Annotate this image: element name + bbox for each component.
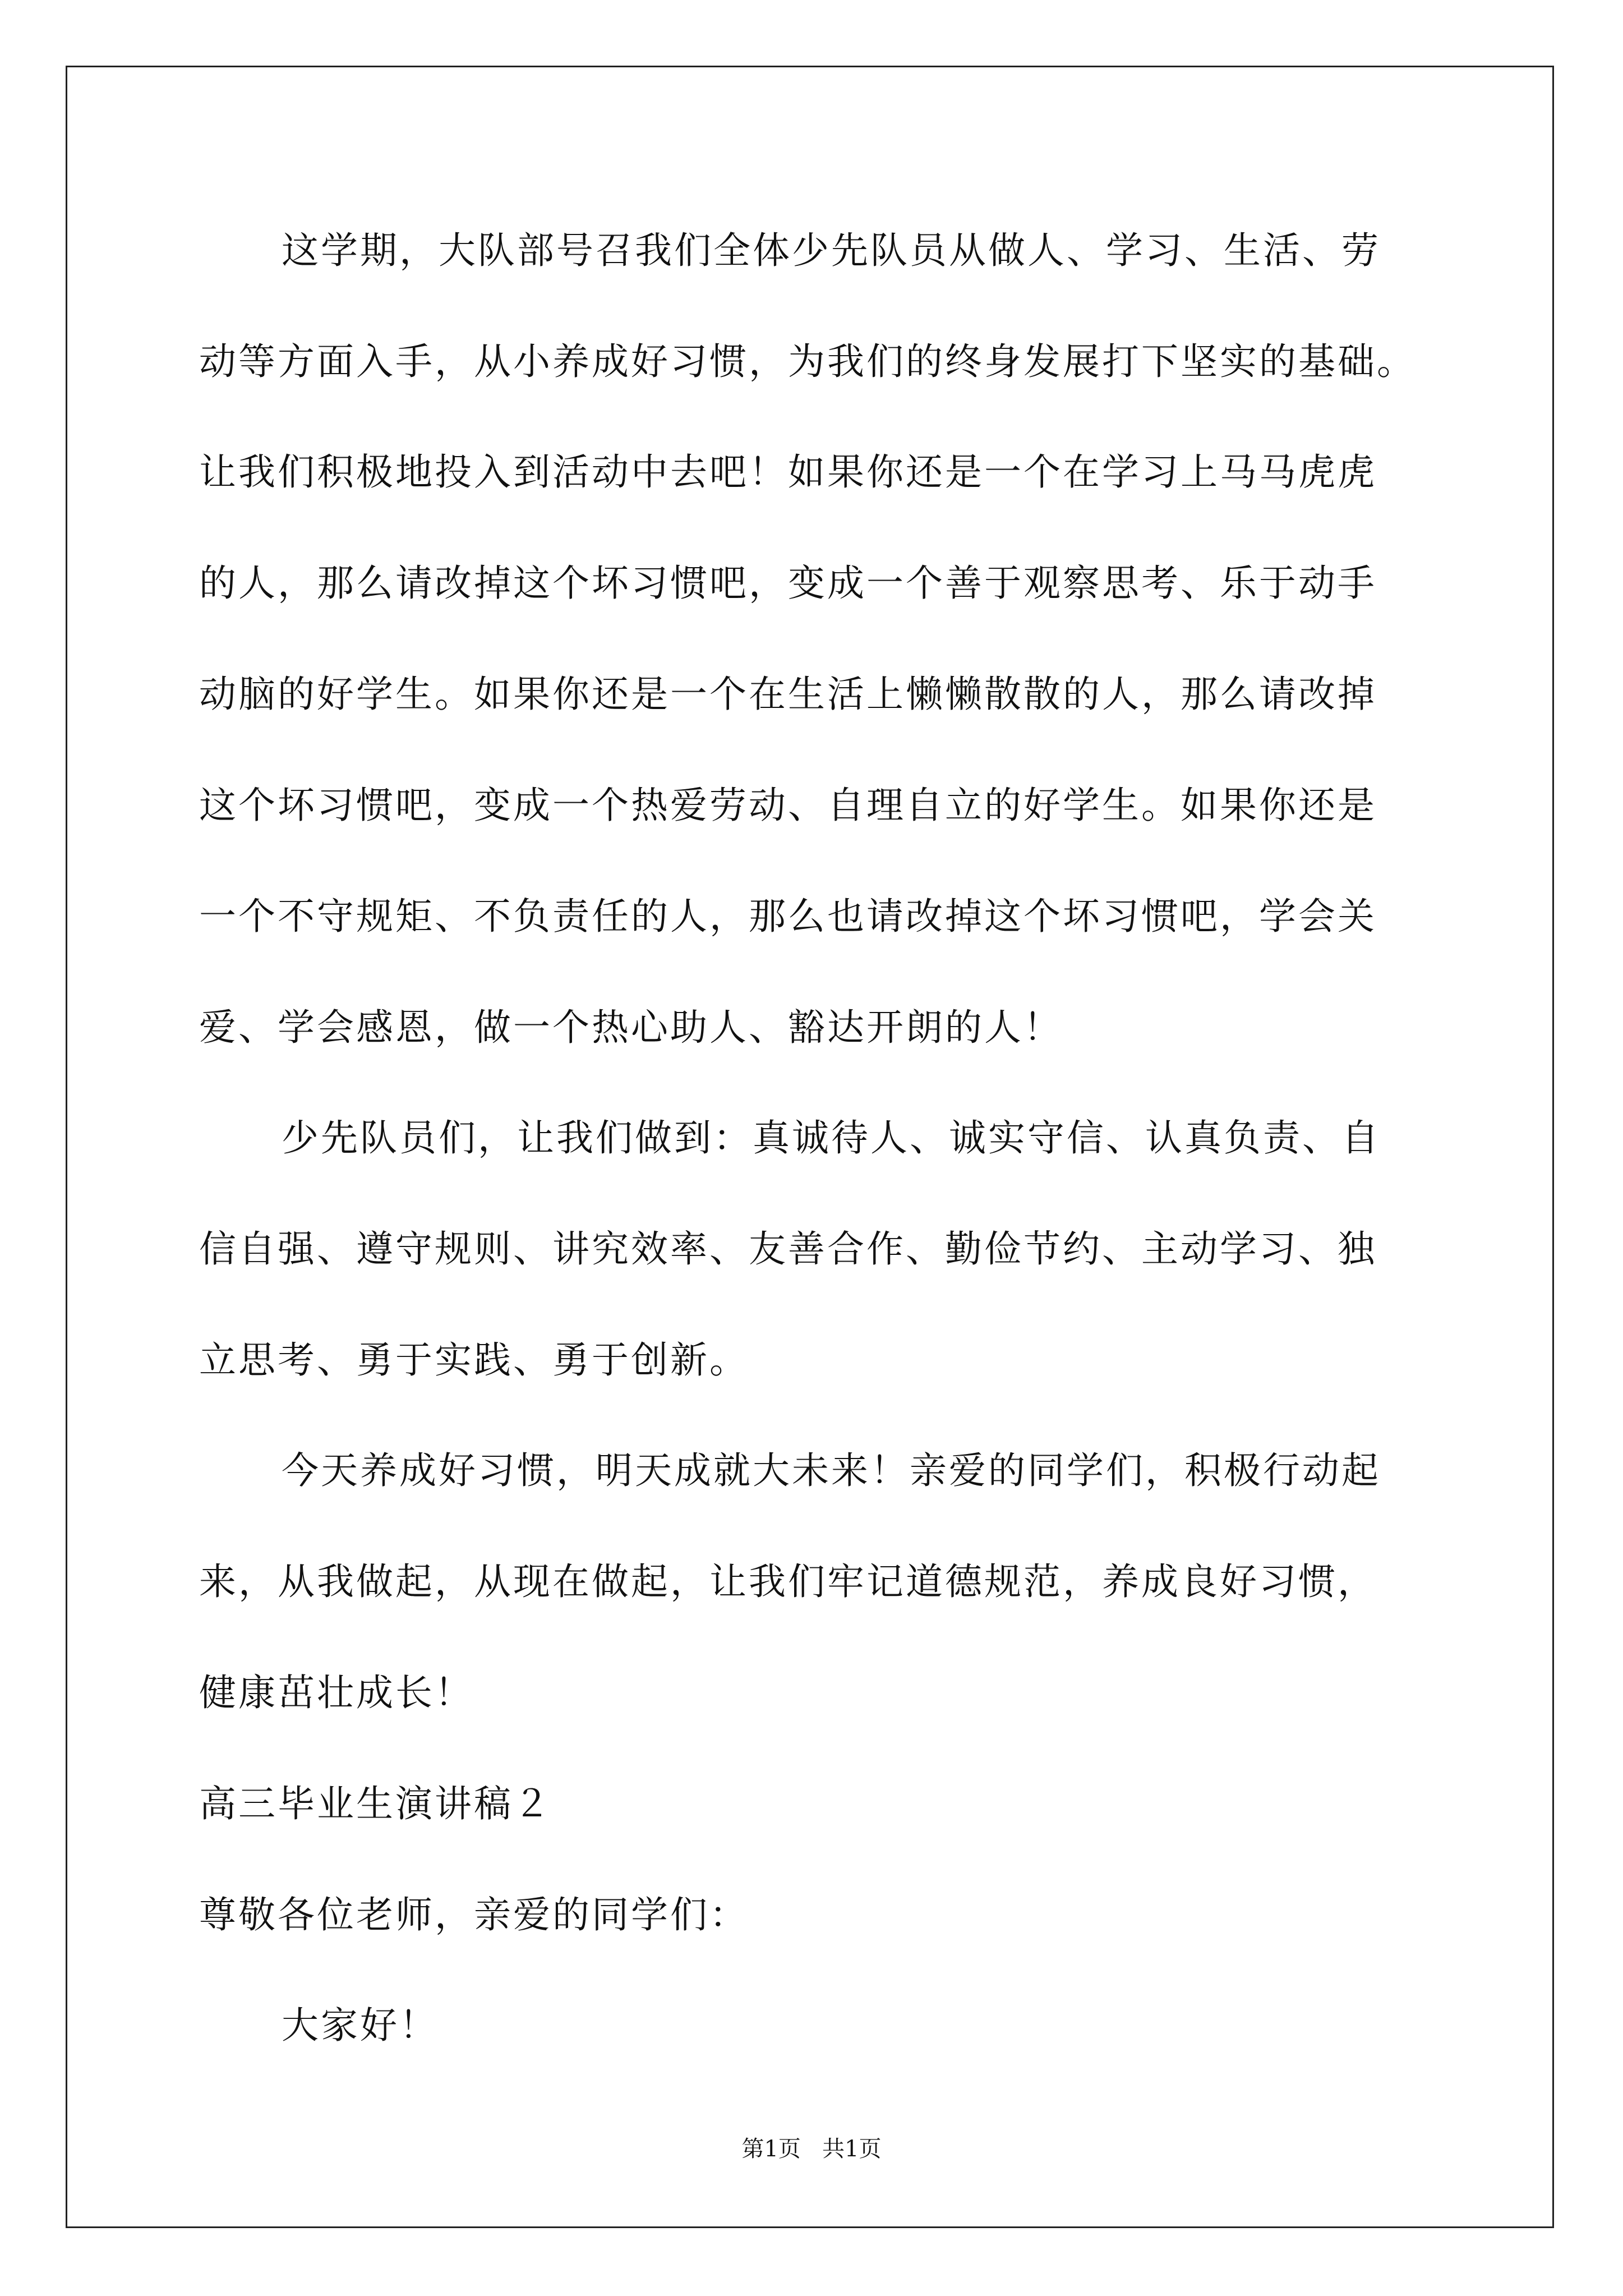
paragraph-3-line-1: 今天养成好习惯，明天成就大未来！亲爱的同学们，积极行动起 <box>282 1449 1381 1492</box>
paragraph-1-line-5: 动脑的好学生。如果你还是一个在生活上懒懒散散的人，那么请改掉 <box>199 673 1377 716</box>
paragraph-1-line-2: 动等方面入手，从小养成好习惯，为我们的终身发展打下坚实的基础。 <box>199 340 1416 383</box>
salutation: 尊敬各位老师，亲爱的同学们： <box>199 1893 749 1936</box>
paragraph-3-line-2: 来，从我做起，从现在做起，让我们牢记道德规范，养成良好习惯， <box>199 1560 1377 1603</box>
paragraph-2-line-3: 立思考、勇于实践、勇于创新。 <box>199 1338 749 1382</box>
paragraph-3-line-3: 健康茁壮成长！ <box>199 1671 474 1714</box>
paragraph-2-line-1: 少先队员们，让我们做到：真诚待人、诚实守信、认真负责、自 <box>282 1116 1381 1159</box>
page-number-footer: 第1页 共1页 <box>741 2136 882 2162</box>
paragraph-1-line-4: 的人，那么请改掉这个坏习惯吧，变成一个善于观察思考、乐于动手 <box>199 562 1377 605</box>
section-heading: 高三毕业生演讲稿２ <box>199 1782 552 1825</box>
paragraph-1-line-6: 这个坏习惯吧，变成一个热爱劳动、自理自立的好学生。如果你还是 <box>199 784 1377 827</box>
paragraph-2-line-2: 信自强、遵守规则、讲究效率、友善合作、勤俭节约、主动学习、独 <box>199 1227 1377 1271</box>
paragraph-1-line-1: 这学期，大队部号召我们全体少先队员从做人、学习、生活、劳 <box>282 229 1381 272</box>
greeting: 大家好！ <box>282 2004 439 2047</box>
paragraph-1-line-7: 一个不守规矩、不负责任的人，那么也请改掉这个坏习惯吧，学会关 <box>199 895 1377 938</box>
paragraph-1-line-8: 爱、学会感恩，做一个热心助人、豁达开朗的人！ <box>199 1006 1063 1049</box>
paragraph-1-line-3: 让我们积极地投入到活动中去吧！如果你还是一个在学习上马马虎虎 <box>199 450 1377 494</box>
